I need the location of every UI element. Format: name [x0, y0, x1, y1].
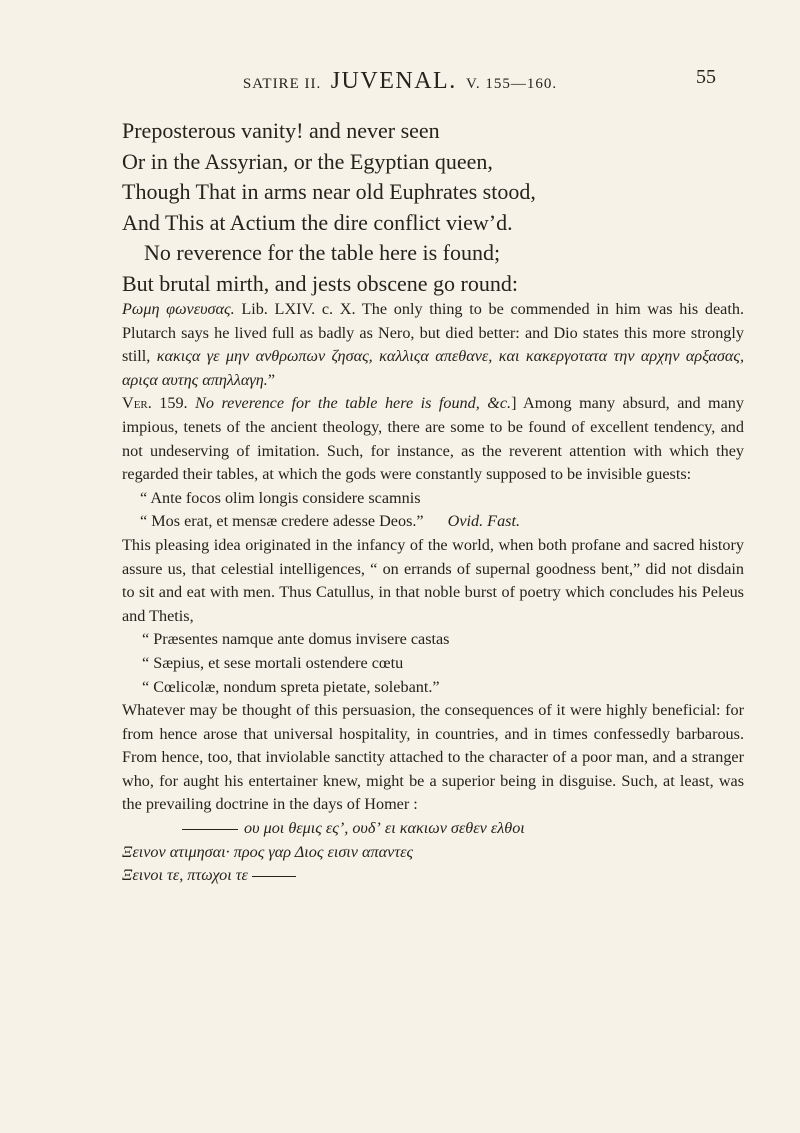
header-satire: SATIRE II. [242, 76, 322, 92]
greek-phrase: Ρωμη φωνευσας. [122, 300, 235, 318]
verse-line: But brutal mirth, and jests obscene go round: [122, 270, 518, 296]
running-head [0, 62, 800, 92]
header-author: JUVENAL. [330, 68, 457, 94]
verse-line: Preposterous vanity! and never seen [122, 118, 440, 143]
verse-line: No reverence for the table here is found; [144, 240, 501, 266]
ovid-quote-line: “ Ante focos olim longis considere scamnis [140, 488, 421, 507]
page-number: 55 [696, 66, 716, 88]
citation: Ovid. Fast. [447, 512, 521, 531]
note-paragraph: Ρωμη φωνευσας. Lib. LXIV. c. X. The only thing to be commended in him was his death. Plutarch says he lived full as badly as Nero, but died better: and Dio states this more strongly still, κακιςα γε μην ανθρωπων ζησας, καλλιςα απεθανε, και κακεργοτατα την αρχην αρξασας, αριςα αυτης απηλλαγη.” [122, 300, 745, 389]
verse-reference: Ver. 159. [122, 394, 188, 413]
header-lines: V. 155—160. [465, 76, 558, 92]
lemma: No reverence for the table here is found, &c. [195, 394, 512, 413]
homer-quote-line: Ξεινοι τε, πτωχοι τε [122, 866, 248, 885]
verse-line: Though That in arms near old Euphrates stood, [122, 179, 536, 205]
ovid-quote-line: “ Mos erat, et mensæ credere adesse Deos.” [140, 512, 424, 531]
verse-line: And This at Actium the dire conflict view’d. [122, 209, 513, 235]
note-paragraph: This pleasing idea originated in the infancy of the world, when both profane and sacred history assure us, that celestial intelligences, “ on errands of supernal goodness bent,” did not disdain to sit and eat with men. Thus Catullus, in that noble burst of poetry which concludes his Peleus and Thetis, [122, 535, 744, 625]
rule-dash [252, 876, 296, 877]
verse-line: Or in the Assyrian, or the Egyptian queen, [122, 148, 493, 174]
note-paragraph: Ver. 159. No reverence for the table here is found, &c.] Among many absurd, and many impious, tenets of the ancient theology, there are some to be found of excellent tendency, and not undeserving of imitation. Such, for instance, as the reverent attention with which they regarded their tables, at which the gods were constantly supposed to be invisible guests: [122, 394, 744, 484]
catullus-quote-line: “ Cœlicolæ, nondum spreta pietate, solebant.” [142, 677, 440, 696]
catullus-quote-line: “ Præsentes namque ante domus invisere castas [142, 630, 450, 649]
notes-block [122, 298, 744, 888]
catullus-quote-line: “ Sæpius, et sese mortali ostendere cœtu [142, 653, 404, 672]
homer-quote-line: ου μοι θεμις εςʼ, ουδʼ ει κακιων σεθεν ελθοι [244, 819, 525, 838]
note-paragraph: Whatever may be thought of this persuasion, the consequences of it were highly beneficial: for from hence arose that universal hospitality, in countries, and in times confessedly barbarous. From hence, too, that inviolable sanctity attached to the character of a poor man, and a stranger who, for aught his entertainer knew, might be a superior being in disguise. Such, at least, was the prevailing doctrine in the days of Homer : [122, 701, 744, 814]
rule-dash [182, 829, 238, 830]
homer-quote-line: Ξεινον ατιμησαι· προς γαρ Διος εισιν απαντες [122, 842, 414, 861]
greek-quotation: κακιςα γε μην ανθρωπων ζησας, καλλιςα απεθανε, και κακεργοτατα την αρχην αρξασας, αριςα αυτης απηλλαγη. [122, 347, 745, 389]
verse-block [122, 116, 722, 300]
